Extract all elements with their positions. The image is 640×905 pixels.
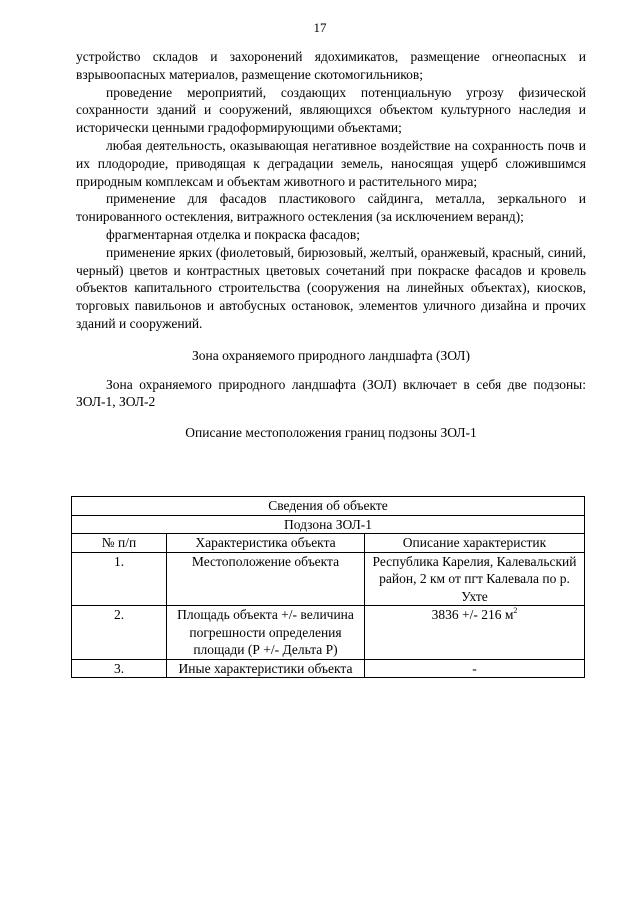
- table-subtitle: Подзона ЗОЛ-1: [72, 515, 585, 534]
- table-row: [72, 552, 585, 606]
- zone-heading: Зона охраняемого природного ландшафта (ЗОЛ): [192, 347, 470, 363]
- table-title: Сведения об объекте: [72, 497, 585, 516]
- area-value: 3836 +/- 216 м: [431, 607, 514, 622]
- row-number: 3.: [72, 659, 167, 678]
- table-row: [72, 659, 585, 678]
- column-header: № п/п: [72, 534, 167, 553]
- paragraph: применение ярких (фиолетовый, бирюзовый, желтый, оранжевый, красный, синий, черный) цветов и контрастных цветовых сочетаний при покраске фасадов и кровель объектов капитального строительства (сооружения на линейных объектах), киосков, торговых павильонов и автобусных остановок, элементов уличного дизайна и прочих зданий и сооружений.: [76, 244, 586, 331]
- column-header: Описание характеристик: [365, 534, 585, 553]
- row-characteristic: Иные характеристики объекта: [167, 659, 365, 678]
- row-number: 2.: [72, 606, 167, 660]
- column-header: Характеристика объекта: [167, 534, 365, 553]
- table-row: [72, 606, 585, 660]
- page-number: 17: [313, 20, 327, 35]
- row-description: -: [365, 659, 585, 678]
- area-unit-superscript: 2: [513, 606, 518, 615]
- paragraph: фрагментарная отделка и покраска фасадов;: [106, 226, 361, 242]
- row-description: [365, 606, 585, 660]
- paragraph: устройство складов и захоронений ядохимикатов, размещение огнеопасных и взрывоопасных материалов, размещение скотомогильников;: [76, 49, 586, 82]
- zone-description: Зона охраняемого природного ландшафта (ЗОЛ) включает в себя две подзоны: ЗОЛ-1, ЗОЛ-2: [76, 376, 586, 410]
- row-characteristic: Площадь объекта +/- величина погрешности определения площади (Р +/- Дельта Р): [167, 606, 365, 660]
- document-body: [76, 48, 586, 442]
- row-characteristic: Местоположение объекта: [167, 552, 365, 606]
- paragraph: любая деятельность, оказывающая негативное воздействие на сохранность почв и их плодородие, приводящая к деградации земель, наносящая ущерб сложившимся природным комплексам и объектам животного и растительного мира;: [76, 137, 586, 189]
- table-heading: Описание местоположения границ подзоны ЗОЛ-1: [185, 425, 477, 441]
- object-info-table: [71, 496, 585, 678]
- paragraph: применение для фасадов пластикового сайдинга, металла, зеркального и тонированного остекления, витражного остекления (за исключением веранд);: [76, 191, 586, 225]
- table-header-row: [72, 534, 585, 553]
- row-number: 1.: [72, 552, 167, 606]
- paragraph: проведение мероприятий, создающих потенциальную угрозу физической сохранности зданий и сооружений, являющихся объектом культурного наследия и исторически ценными градоформирующими объектами;: [76, 84, 586, 136]
- row-description: Республика Карелия, Калевальский район, 2 км от пгт Калевала по р. Ухте: [365, 552, 585, 606]
